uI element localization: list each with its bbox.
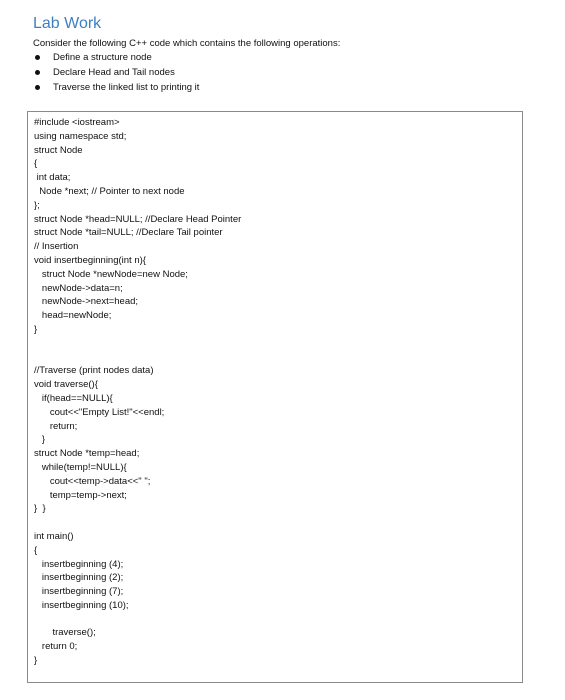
code-line: return 0; [34,641,78,653]
code-line: insertbeginning (2); [34,572,124,584]
code-line: insertbeginning (7); [34,586,124,598]
code-line: // Insertion [34,241,79,253]
bullet-text: Declare Head and Tail nodes [53,67,175,78]
code-line: //Traverse (print nodes data) [34,365,154,377]
code-line: using namespace std; [34,130,127,142]
code-line: newNode->next=head; [34,296,139,308]
code-line: struct Node [34,144,83,156]
bullet-item [33,81,199,96]
bullet-text: Define a structure node [53,52,152,63]
code-line: Node *next; // Pointer to next node [34,185,185,197]
code-line: #include <iostream> [34,117,120,128]
code-line: void insertbeginning(int n){ [34,254,146,266]
bullet-item [33,66,199,81]
code-box [27,111,523,683]
code-line: { [34,544,38,556]
code-line: } } [34,503,46,515]
code-line: struct Node *head=NULL; //Declare Head Pointer [34,213,242,225]
bullet-dot-icon [35,55,40,60]
code-line: if(head==NULL){ [34,392,113,404]
code-line: cout<<temp->data<<" "; [34,475,151,487]
code-line: } [34,434,46,446]
code-line: struct Node *newNode=new Node; [34,268,188,280]
code-listing [34,116,241,668]
bullet-dot-icon [35,70,40,75]
code-line: { [34,158,38,170]
code-line: } [34,655,38,667]
code-line [34,516,241,530]
code-line: int data; [34,172,71,184]
operations-list [33,51,199,96]
code-line: void traverse(){ [34,379,98,391]
code-line: insertbeginning (10); [34,599,129,611]
code-line: cout<<"Empty List!"<<endl; [34,406,165,418]
bullet-item [33,51,199,66]
intro-text: Consider the following C++ code which contains the following operations: [33,38,341,49]
code-line: temp=temp->next; [34,489,127,501]
code-line: }; [34,199,40,211]
page-heading: Lab Work [33,15,102,32]
bullet-dot-icon [35,85,40,90]
code-line: while(temp!=NULL){ [34,461,127,473]
bullet-text: Traverse the linked list to printing it [53,82,200,93]
code-line: traverse(); [34,627,96,639]
code-line: return; [34,420,78,432]
code-line: head=newNode; [34,310,112,322]
code-line: newNode->data=n; [34,282,123,294]
code-line [34,337,241,351]
code-line [34,351,241,365]
code-line: struct Node *tail=NULL; //Declare Tail pointer [34,227,223,239]
code-line: struct Node *temp=head; [34,448,140,460]
code-line: } [34,323,38,335]
code-line [34,613,241,627]
code-line: int main() [34,530,74,542]
code-line: insertbeginning (4); [34,558,124,570]
